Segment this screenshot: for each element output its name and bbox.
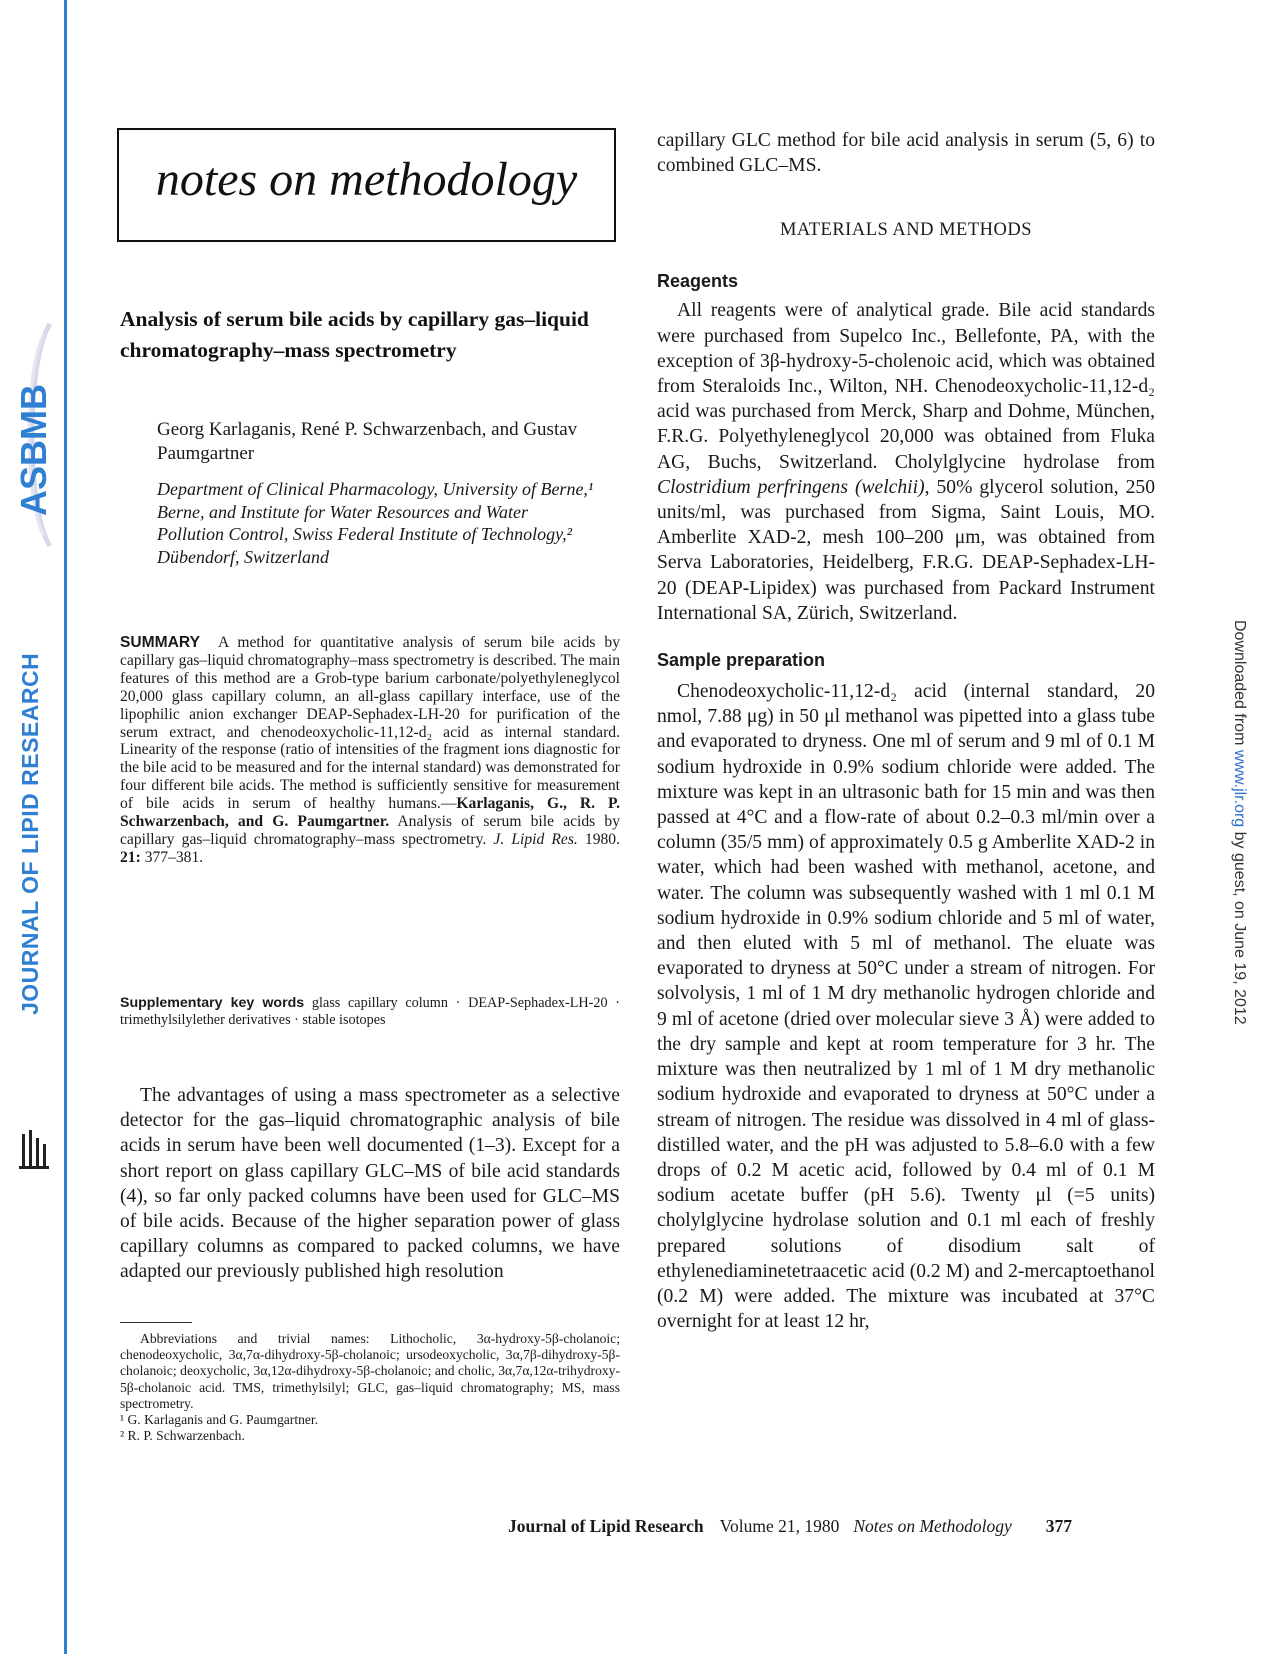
summary-text: A method for quantitative analysis of serum bile acids by capillary gas–liquid chromatography–mass spectrometry is described. The main features of this method are a Grob-type barium carbonate/polyethyleneglycol 20,000 glass capillary column, an all-glass capillary interface, use of the lipophilic anion exchanger DEAP-Sephadex-LH-20 for purification of the serum extract, and chenodeoxycholic-11,12-d₂ acid as internal standard. Linearity of the response (ratio of intensities of the fragment ions diagnostic for the bile acid to be measured and for the internal standard) was demonstrated for four different bile acids. The method is sufficiently sensitive for measurement of bile acids in serum of healthy humans.— [120,634,621,813]
article-title: Analysis of serum bile acids by capillary gas–liquid chromatography–mass spectrometry [120,307,589,362]
footnote-abbreviations: Abbreviations and trivial names: Lithocholic, 3α-hydroxy-5β-cholanoic; chenodeoxycholic, 3α,7α-dihydroxy-5β-cholanoic; ursodeoxycholic, 3α,7β-dihydroxy-5β-cholanoic; deoxycholic, 3α,12α-dihydroxy-5β-cholanoic; and cholic, 3α,7α,12α-trihydroxy-5β-cholanoic acid. TMS, trimethylsilyl; GLC, gas–liquid chromatography; MS, mass spectrometry. [120,1331,620,1411]
citation-title: Analysis of serum bile acids by capillary gas–liquid chromatography–mass spectrometry. [120,813,620,848]
jlr-mark-icon [14,1128,54,1172]
sidebar-rule [64,0,67,1654]
reagents-heading: Reagents [657,271,739,292]
summary-paragraph [120,634,620,867]
download-prefix: Downloaded from [1231,620,1248,750]
citation-volume: 21: [120,848,141,866]
citation-pages: 377–381. [140,848,204,866]
right-column [657,128,1155,1334]
article-affiliation: Department of Clinical Pharmacology, University of Berne,¹ Berne, and Institute for Water Resources and Water Pollution Control, Swiss Federal Institute of Technology,² Dübendorf, Switzerland [157,479,594,567]
footer-section: Notes on Methodology [853,1516,1012,1536]
sample-heading: Sample preparation [657,650,826,671]
reagents-text-2: , 50% glycerol solution, 250 units/ml, was purchased from Sigma, Saint Louis, MO. Amberlite XAD-2, mesh 100–200 μm, was obtained from Serva Laboratories, Heidelberg, F.R.G. DEAP-Sephadex-LH-20 (DEAP-Lipidex) was purchased from Packard Instrument International SA, Zürich, Switzerland. [657,476,1155,624]
section-box [117,128,616,242]
sidebar-journal-name: JOURNAL OF LIPID RESEARCH [17,652,43,1015]
keywords-text: glass capillary column · DEAP-Sephadex-LH-20 · trimethylsilylether derivatives · stable isotopes [120,995,620,1028]
intro-paragraph: The advantages of using a mass spectrometer as a selective detector for the gas–liquid chromatographic analysis of bile acids in serum have been well documented (1–3). Except for a short report on glass capillary GLC–MS of bile acid standards (4), so far only packed columns have been used for GLC–MS of bile acids. Because of the higher separation power of glass capillary columns as compared to packed columns, we have adapted our previously published high resolution [120,1085,620,1283]
footer-volume: Volume 21, 1980 [719,1516,840,1536]
footnote-rule [120,1322,192,1323]
section-box-title: notes on methodology [155,153,578,206]
summary-label: SUMMARY [120,634,200,651]
footer-journal: Journal of Lipid Research [508,1516,704,1536]
download-suffix: by guest, on June 19, 2012 [1231,827,1248,1025]
right-intro-paragraph: capillary GLC method for bile acid analysis in serum (5, 6) to combined GLC–MS. [657,130,1155,177]
reagents-text-1: All reagents were of analytical grade. Bile acid standards were purchased from Supelco Inc., Bellefonte, PA, with the exception of 3β-hydroxy-5-cholenoic acid, which was obtained from Steraloids Inc., Wilton, NH. Chenodeoxycholic-11,12-d₂ acid was purchased from Merck, Sharp and Dohme, München, F.R.G. Polyethyleneglycol 20,000 was obtained from Fluka AG, Buchs, Switzerland. Cholylglycine hydrolase from [657,300,1155,473]
keywords-label: Supplementary key words [120,995,305,1011]
download-link[interactable]: www.jlr.org [1231,749,1248,828]
footnote-1: ¹ G. Karlaganis and G. Paumgartner. [120,1412,319,1428]
citation-authors: Karlaganis, G., R. P. Schwarzenbach, and G. Paumgartner. [120,795,620,831]
article-authors: Georg Karlaganis, René P. Schwarzenbach, and Gustav Paumgartner [157,419,578,464]
asbmb-logo-text: ASBMB [13,384,54,516]
footnotes [120,1331,620,1444]
footer-page-number: 377 [1045,1516,1073,1536]
section-heading: MATERIALS AND METHODS [779,220,1033,241]
citation-journal: J. Lipid Res. [486,830,578,848]
sample-paragraph: Chenodeoxycholic-11,12-d₂ acid (internal standard, 20 nmol, 7.88 μg) in 50 μl methanol was pipetted into a glass tube and evaporated to dryness. One ml of serum and 9 ml of 0.1 M sodium hydroxide in 0.9% sodium chloride were added. The mixture was kept in an ultrasonic bath for 15 min and was then passed at 4°C and a flow-rate of about 0.2–0.3 ml/min over a column (35/5 mm) of approximately 0.5 g Amberlite XAD-2 in water, which had been washed with methanol, acetone, and water. The column was subsequently washed with 1 ml 0.1 M sodium hydroxide in 0.9% sodium chloride and 5 ml of water, and then eluted with 5 ml of methanol. The eluate was evaporated to dryness at 50°C under a stream of nitrogen. For solvolysis, 1 ml of 1 M dry methanolic hydrogen chloride and 9 ml of acetone (dried over molecular sieve 3 Å) were added to the dry sample and kept at room temperature for 3 hr. The mixture was then neutralized by 1 ml of 1 M dry methanolic sodium hydroxide and evaporated to dryness at 50°C under a stream of nitrogen. The residue was dissolved in 4 ml of glass-distilled water, and the pH was adjusted to 5.8–6.0 with a few drops of 0.2 M acetic acid, followed by 0.4 ml of 0.1 M sodium acetate buffer (pH 5.6). Twenty μl (=5 units) cholylglycine hydrolase solution and 0.1 ml each of freshly prepared solutions of disodium salt of ethylenediaminetetraacetic acid (0.2 M) and 2-mercaptoethanol (0.2 M) were added. The mixture was incubated at 37°C overnight for at least 12 hr, [657,681,1155,1333]
asbmb-logo [6,320,56,550]
reagents-paragraph [657,298,1155,626]
citation-year: 1980. [577,830,620,848]
reagents-species: Clostridium perfringens (welchii) [657,476,925,498]
keywords-paragraph [120,995,620,1029]
download-notice [1224,620,1248,1040]
footnote-2: ² R. P. Schwarzenbach. [120,1428,245,1444]
page-footer [508,1516,1178,1537]
